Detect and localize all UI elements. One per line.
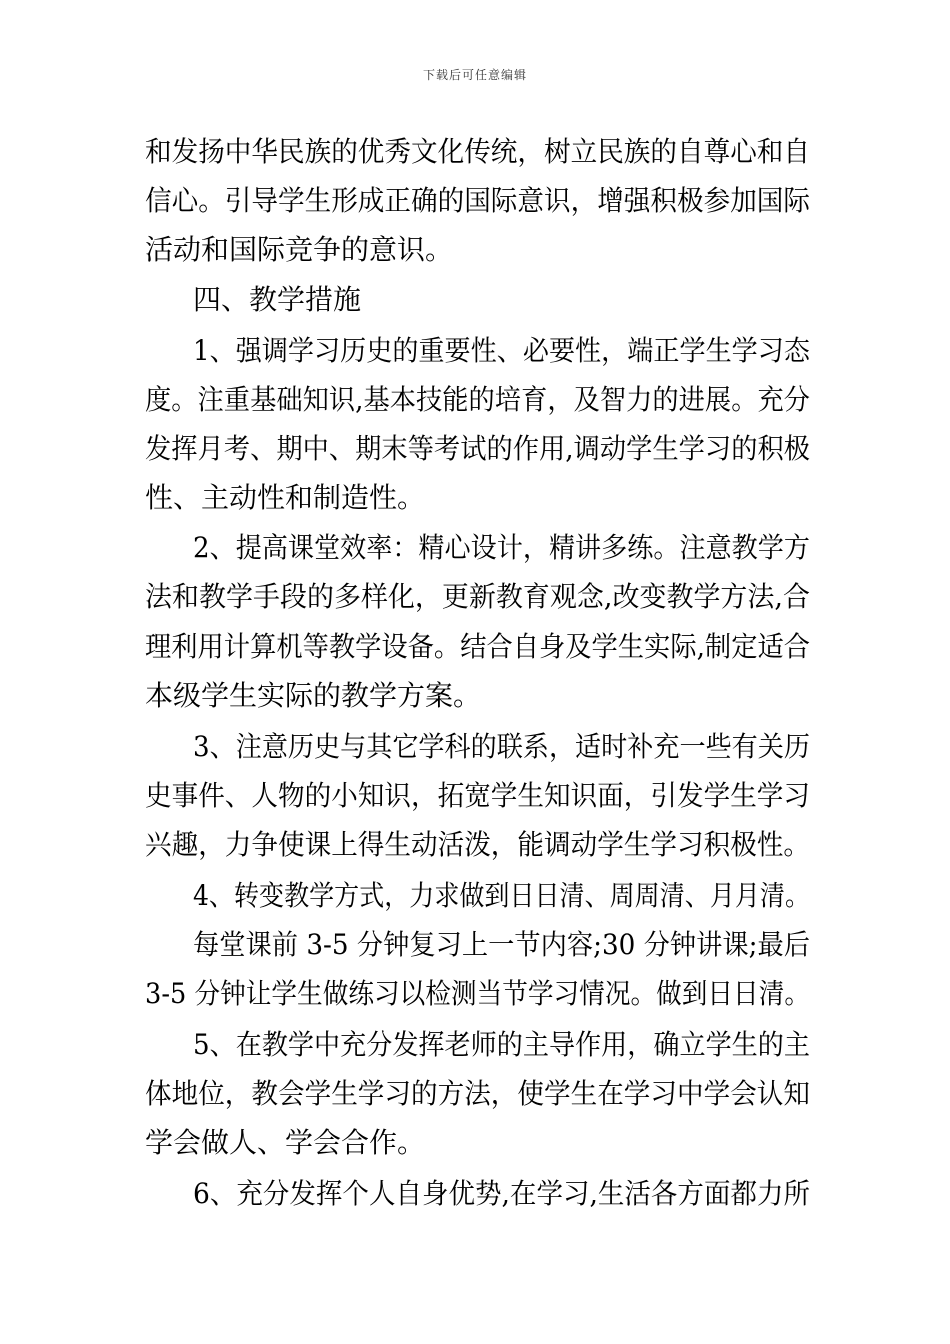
text-line-content: 5、在教学中充分发挥老师的主导作用，确立学生的主 [193, 1028, 810, 1061]
text-line [0, 136, 950, 168]
text-line [0, 1178, 950, 1210]
header-note: 下载后可任意编辑 [422, 68, 527, 82]
text-line-content: 性、主动性和制造性。 [145, 481, 426, 514]
text-line-content: 法和教学手段的多样化，更新教育观念,改变教学方法,合 [145, 580, 810, 613]
text-line [0, 1078, 950, 1110]
section-heading-text: 四、教学措施 [193, 283, 362, 316]
text-line [0, 532, 950, 564]
text-line-content: 6、充分发挥个人自身优势,在学习,生活各方面都力所 [193, 1177, 810, 1210]
text-line [0, 482, 950, 514]
text-line [0, 384, 950, 416]
text-line [0, 929, 950, 961]
text-line-content: 发挥月考、期中、期末等考试的作用,调动学生学习的积极 [145, 432, 810, 465]
text-line-content: 1、强调学习历史的重要性、必要性，端正学生学习态 [193, 334, 810, 367]
text-line [0, 1127, 950, 1159]
text-line-content: 兴趣，力争使课上得生动活泼，能调动学生学习积极性。 [145, 828, 810, 861]
text-line-content: 2、提高课堂效率：精心设计，精讲多练。注意教学方 [193, 531, 810, 564]
text-line-content: 本级学生实际的教学方案。 [145, 679, 482, 712]
text-line-content: 理利用计算机等教学设备。结合自身及学生实际,制定适合 [145, 630, 810, 663]
text-line-content: 信心。引导学生形成正确的国际意识，增强积极参加国际 [145, 184, 810, 217]
text-line [0, 631, 950, 663]
text-line-content: 活动和国际竞争的意识。 [145, 233, 454, 266]
text-line [0, 335, 950, 367]
text-line-content: 度。注重基础知识,基本技能的培育，及智力的进展。充分 [145, 383, 810, 416]
text-line [0, 581, 950, 613]
text-line [0, 1029, 950, 1061]
text-line-content: 3、注意历史与其它学科的联系，适时补充一些有关历 [193, 730, 810, 763]
text-line [0, 978, 950, 1010]
text-line [0, 680, 950, 712]
text-line [0, 880, 950, 912]
text-line-content: 和发扬中华民族的优秀文化传统，树立民族的自尊心和自 [145, 135, 810, 168]
text-line [0, 829, 950, 861]
text-line [0, 433, 950, 465]
text-line [0, 780, 950, 812]
section-heading [0, 284, 950, 316]
text-line [0, 234, 950, 266]
text-line-content: 史事件、人物的小知识，拓宽学生知识面，引发学生学习 [145, 779, 810, 812]
text-line-content: 4、转变教学方式，力求做到日日清、周周清、月月清。 [193, 879, 810, 912]
text-line-content: 每堂课前 3-5 分钟复习上一节内容;30 分钟讲课;最后 [193, 928, 810, 961]
text-line [0, 185, 950, 217]
text-line-content: 3-5 分钟让学生做练习以检测当节学习情况。做到日日清。 [145, 977, 810, 1010]
text-line [0, 731, 950, 763]
text-line-content: 学会做人、学会合作。 [145, 1126, 426, 1159]
text-line-content: 体地位，教会学生学习的方法，使学生在学习中学会认知 [145, 1077, 810, 1110]
